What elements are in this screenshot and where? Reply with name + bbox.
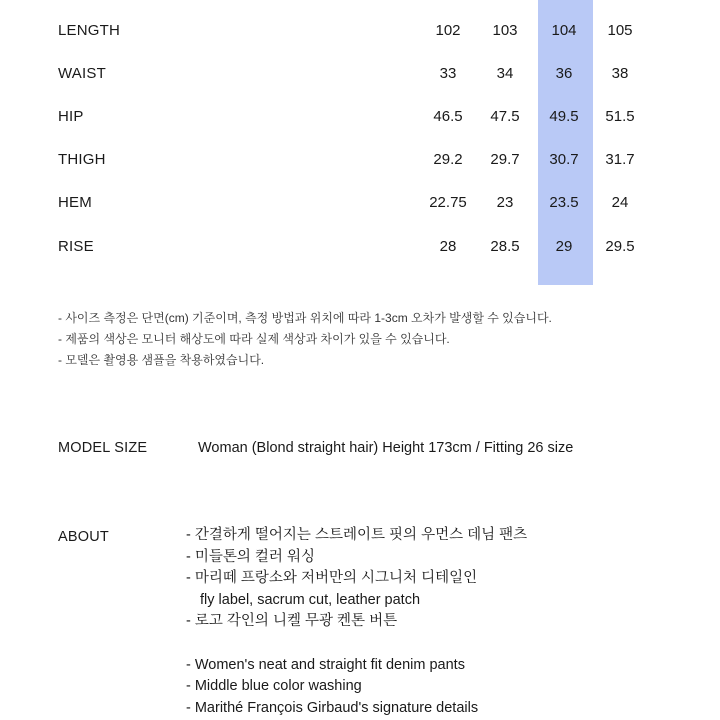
about-line: - Marithé François Girbaud's signature details bbox=[186, 699, 479, 716]
table-row bbox=[0, 62, 720, 86]
row-label-hem: HEM bbox=[58, 194, 92, 211]
table-cell: 24 bbox=[611, 194, 629, 211]
table-cell-selected: 30.7 bbox=[549, 151, 579, 168]
table-cell-selected: 23.5 bbox=[549, 194, 579, 211]
table-cell: 47.5 bbox=[490, 108, 520, 125]
table-cell: 29.2 bbox=[433, 151, 463, 168]
table-row bbox=[0, 148, 720, 172]
about-line: - Middle blue color washing bbox=[186, 678, 362, 694]
row-label-rise: RISE bbox=[58, 238, 94, 255]
about-line: - 마리떼 프랑소와 저버만의 시그니처 디테일인 bbox=[186, 570, 478, 586]
table-cell: 28.5 bbox=[490, 238, 520, 255]
row-label-waist: WAIST bbox=[58, 65, 106, 82]
table-cell: 28 bbox=[439, 238, 457, 255]
note-line: - 모델은 촬영용 샘플을 착용하였습니다. bbox=[58, 353, 265, 367]
note-line: - 사이즈 측정은 단면(cm) 기준이며, 측정 방법과 위치에 따라 1-3cm 오차가 발생할 수 있습니다. bbox=[58, 311, 552, 325]
table-cell-selected: 104 bbox=[551, 22, 577, 39]
table-cell: 102 bbox=[435, 22, 461, 39]
table-cell: 33 bbox=[439, 65, 457, 82]
row-label-length: LENGTH bbox=[58, 22, 121, 39]
table-row bbox=[0, 191, 720, 215]
table-cell: 22.75 bbox=[429, 194, 467, 211]
about-label: ABOUT bbox=[58, 529, 109, 545]
table-row bbox=[0, 235, 720, 259]
table-cell: 29.7 bbox=[490, 151, 520, 168]
table-row bbox=[0, 105, 720, 129]
table-cell-selected: 36 bbox=[555, 65, 573, 82]
about-line: - 로고 각인의 니켈 무광 켄톤 버튼 bbox=[186, 613, 398, 629]
measurement-notes bbox=[58, 308, 552, 371]
about-line: - Women's neat and straight fit denim pants bbox=[186, 656, 465, 673]
table-cell-selected: 49.5 bbox=[549, 108, 579, 125]
row-label-thigh: THIGH bbox=[58, 151, 106, 168]
table-cell: 38 bbox=[611, 65, 629, 82]
table-cell-selected: 29 bbox=[555, 238, 573, 255]
table-cell: 103 bbox=[492, 22, 518, 39]
about-spacer bbox=[186, 633, 527, 655]
about-line: - 미들톤의 컬러 워싱 bbox=[186, 548, 315, 565]
table-row bbox=[0, 19, 720, 43]
row-label-hip: HIP bbox=[58, 108, 84, 125]
table-cell: 34 bbox=[496, 65, 514, 82]
about-description bbox=[186, 525, 527, 719]
model-size-label: MODEL SIZE bbox=[58, 440, 148, 456]
table-cell: 51.5 bbox=[605, 108, 635, 125]
about-line: fly label, sacrum cut, leather patch bbox=[200, 591, 421, 608]
table-cell: 105 bbox=[607, 22, 633, 39]
model-size-value: Woman (Blond straight hair) Height 173cm / Fitting 26 size bbox=[198, 440, 574, 456]
table-cell: 23 bbox=[496, 194, 514, 211]
note-line: - 제품의 색상은 모니터 해상도에 따라 실제 색상과 차이가 있을 수 있습니다. bbox=[58, 332, 450, 346]
about-line: - 간결하게 떨어지는 스트레이트 핏의 우먼스 데님 팬츠 bbox=[186, 527, 528, 543]
table-cell: 31.7 bbox=[605, 151, 635, 168]
table-cell: 29.5 bbox=[605, 238, 635, 255]
table-cell: 46.5 bbox=[433, 108, 463, 125]
